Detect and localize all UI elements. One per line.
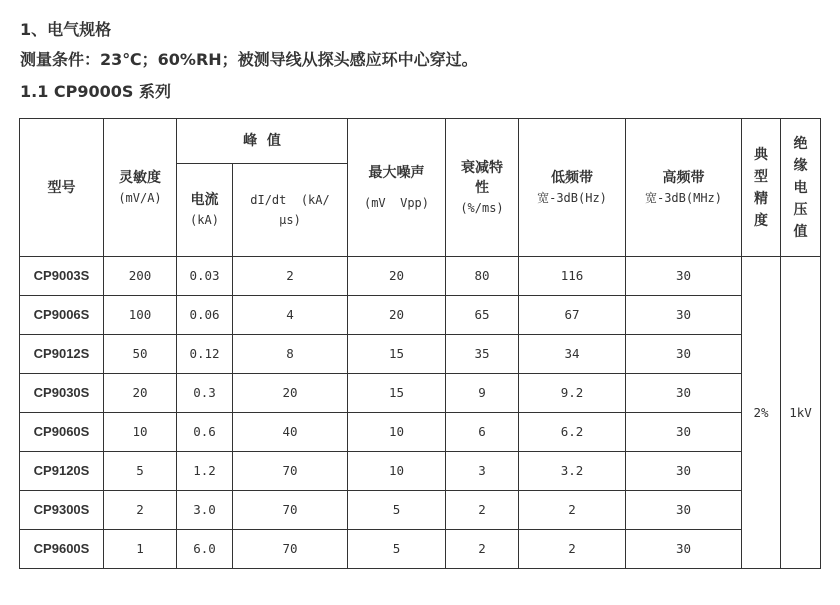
cell-didt: 20: [233, 374, 348, 413]
cell-low-band: 67: [519, 296, 626, 335]
header-didt-unit: μs): [279, 213, 301, 227]
header-model: 型号: [20, 119, 104, 257]
cell-noise: 20: [348, 257, 446, 296]
cell-sensitivity: 200: [104, 257, 177, 296]
cell-current: 0.06: [177, 296, 233, 335]
cell-low-band: 2: [519, 530, 626, 569]
table-row: [20, 374, 821, 413]
cell-decay: 3: [446, 452, 519, 491]
cell-sensitivity: 10: [104, 413, 177, 452]
table-row: [20, 491, 821, 530]
header-accuracy-text: 典型精度: [754, 146, 768, 229]
cell-high-band: 30: [626, 335, 742, 374]
cell-voltage: 1kV: [781, 257, 821, 569]
cell-didt: 40: [233, 413, 348, 452]
cell-model: CP9006S: [20, 296, 104, 335]
header-high-band-label: 高频带: [662, 169, 705, 186]
header-voltage: [781, 119, 821, 257]
cell-noise: 20: [348, 296, 446, 335]
cell-low-band: 6.2: [519, 413, 626, 452]
cell-noise: 5: [348, 491, 446, 530]
cell-noise: 5: [348, 530, 446, 569]
header-decay-label: 衰减特: [461, 159, 503, 176]
header-decay-label2: 性: [475, 179, 489, 196]
cell-didt: 70: [233, 530, 348, 569]
cell-decay: 6: [446, 413, 519, 452]
cell-sensitivity: 1: [104, 530, 177, 569]
section-heading: 1、电气规格: [20, 20, 112, 39]
table-row: [20, 530, 821, 569]
table-row: [20, 413, 821, 452]
cell-current: 6.0: [177, 530, 233, 569]
cell-noise: 10: [348, 452, 446, 491]
cell-model: CP9600S: [20, 530, 104, 569]
header-noise-label: 最大噪声: [368, 164, 425, 181]
cell-high-band: 30: [626, 491, 742, 530]
header-high-band-unit: 宽-3dB(MHz): [644, 190, 723, 205]
header-low-band-unit: 宽-3dB(Hz): [537, 190, 607, 205]
cell-didt: 4: [233, 296, 348, 335]
cell-high-band: 30: [626, 530, 742, 569]
cell-decay: 2: [446, 530, 519, 569]
cell-current: 1.2: [177, 452, 233, 491]
table-row: [20, 296, 821, 335]
cell-noise: 15: [348, 335, 446, 374]
cell-decay: 80: [446, 257, 519, 296]
cell-high-band: 30: [626, 374, 742, 413]
cell-didt: 2: [233, 257, 348, 296]
cell-low-band: 116: [519, 257, 626, 296]
header-sensitivity-unit: (mV/A): [118, 190, 162, 205]
header-current: [177, 164, 233, 257]
cell-decay: 35: [446, 335, 519, 374]
cell-didt: 8: [233, 335, 348, 374]
cell-sensitivity: 5: [104, 452, 177, 491]
cell-model: CP9300S: [20, 491, 104, 530]
cell-noise: 15: [348, 374, 446, 413]
cell-accuracy: 2%: [742, 257, 781, 569]
cell-low-band: 2: [519, 491, 626, 530]
header-noise: [348, 119, 446, 257]
cell-model: CP9003S: [20, 257, 104, 296]
cell-current: 0.03: [177, 257, 233, 296]
header-noise-unit: (mV Vpp): [363, 195, 430, 210]
header-sensitivity-label: 灵敏度: [119, 169, 161, 186]
header-voltage-text: 绝缘电压值: [793, 135, 808, 240]
cell-current: 0.12: [177, 335, 233, 374]
table-row: [20, 452, 821, 491]
cell-decay: 2: [446, 491, 519, 530]
cell-current: 3.0: [177, 491, 233, 530]
cell-model: CP9060S: [20, 413, 104, 452]
header-peak: 峰 值: [177, 119, 348, 164]
cell-current: 0.3: [177, 374, 233, 413]
header-low-band-label: 低频带: [551, 169, 593, 186]
header-decay: [446, 119, 519, 257]
cell-didt: 70: [233, 491, 348, 530]
cell-high-band: 30: [626, 452, 742, 491]
header-low-band: [519, 119, 626, 257]
cell-low-band: 34: [519, 335, 626, 374]
cell-current: 0.6: [177, 413, 233, 452]
series-heading: 1.1 CP9000S 系列: [20, 82, 172, 101]
table-row: [20, 335, 821, 374]
cell-sensitivity: 100: [104, 296, 177, 335]
cell-low-band: 3.2: [519, 452, 626, 491]
cell-model: CP9120S: [20, 452, 104, 491]
cell-noise: 10: [348, 413, 446, 452]
cell-sensitivity: 20: [104, 374, 177, 413]
cell-high-band: 30: [626, 296, 742, 335]
cell-decay: 9: [446, 374, 519, 413]
header-accuracy: [742, 119, 781, 257]
conditions-heading: 测量条件：23℃；60%RH；被测导线从探头感应环中心穿过。: [20, 50, 478, 69]
cell-low-band: 9.2: [519, 374, 626, 413]
cell-high-band: 30: [626, 413, 742, 452]
cell-model: CP9012S: [20, 335, 104, 374]
spec-table: [19, 118, 821, 569]
header-didt-label: dI/dt (kA/: [250, 193, 330, 207]
header-decay-unit: (%/ms): [460, 200, 504, 215]
header-high-band: [626, 119, 742, 257]
header-current-label: 电流: [190, 192, 219, 208]
header-sensitivity: [104, 119, 177, 257]
cell-high-band: 30: [626, 257, 742, 296]
cell-sensitivity: 50: [104, 335, 177, 374]
cell-model: CP9030S: [20, 374, 104, 413]
header-didt: [233, 164, 348, 257]
header-current-unit: (kA): [190, 213, 219, 227]
cell-decay: 65: [446, 296, 519, 335]
cell-sensitivity: 2: [104, 491, 177, 530]
table-row: [20, 257, 821, 296]
cell-didt: 70: [233, 452, 348, 491]
